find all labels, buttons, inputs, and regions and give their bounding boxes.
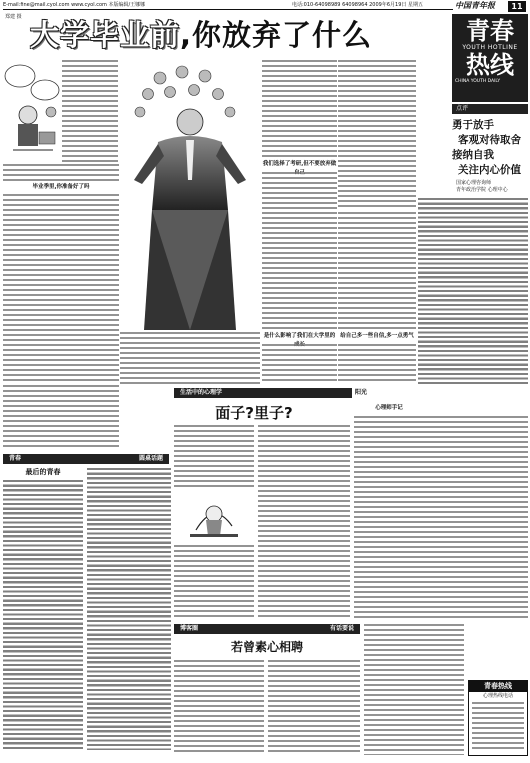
bottom-bar-label: 博客圈: [180, 625, 199, 632]
psych-col-label: 阳光: [355, 389, 368, 396]
page-number: 11: [508, 1, 526, 12]
bottom-text-a: [174, 660, 264, 755]
left-lower-bar-label: 青春: [9, 455, 22, 462]
youth-hotline-banner: [452, 14, 528, 102]
psych-title: 面子?里子?: [215, 404, 293, 422]
hotline-box-title: 青春热线: [469, 681, 527, 692]
sidebar-headline: 接纳自我: [452, 149, 494, 161]
header-left-info: E-mail:fine@mail.cyol.com www.cyol.com 本版编辑/王娜娜: [3, 2, 146, 8]
hotline-info-box: [468, 680, 528, 756]
comment-tag: 点评: [452, 104, 528, 114]
cartoon-illustration: [3, 60, 61, 160]
masthead-logo: 中国青年报: [455, 0, 495, 10]
intro-text-continued: [3, 164, 119, 182]
banner-title-en: YOUTH HOTLINE: [462, 44, 518, 51]
header-right-info: 电话:010-64098989 64098964 2009年6月19日 星期五: [292, 2, 423, 8]
banner-title-1: 青春: [466, 17, 514, 45]
left-lower-text-b: [87, 468, 171, 750]
left-lower-text-a: [3, 480, 83, 750]
left-body-text: [3, 194, 119, 384]
left-lower-bar: [3, 454, 169, 464]
header-rule: [3, 9, 453, 10]
subhead-4: 给自己多一些自信,多一点勇气: [340, 333, 414, 339]
headline-comma: ,: [180, 18, 193, 52]
bottom-text-b: [268, 660, 360, 755]
sidebar-body-text: [418, 198, 528, 384]
subhead-2: 我们选择了考研,但不要放弃做: [262, 161, 337, 167]
sidebar-headline: 客观对待取舍: [458, 134, 521, 146]
psych-text-b: [174, 545, 254, 620]
author-org: 青年政治学院 心理中心: [456, 187, 508, 193]
center-right-text: [262, 60, 337, 160]
banner-subtitle: CHINA YOUTH DAILY: [455, 79, 501, 84]
sidebar-headline: 勇于放手: [452, 119, 494, 131]
hotline-box-text: [472, 702, 524, 752]
left-lower-title: 最后的青春: [25, 468, 61, 476]
hotline-box-sub: 心理热线电话: [482, 693, 513, 699]
bottom-title: 若曾素心相聘: [230, 640, 303, 654]
right-body-text: [338, 60, 416, 210]
right-body-text-2: [338, 212, 416, 330]
psych-text-a: [174, 425, 254, 487]
psych-text-c: [258, 425, 350, 620]
right-body-text-3: [338, 344, 416, 384]
sidebar-headlines: [452, 118, 528, 178]
headline-part-a: 大学毕业前: [30, 18, 181, 52]
intro-text-block: [62, 60, 118, 163]
center-body-text: [120, 332, 260, 384]
sidebar-author: [456, 180, 508, 194]
bottom-section-bar: [174, 624, 360, 634]
psych-subhead: 心理师手记: [375, 405, 403, 411]
feature-headline: [30, 19, 372, 51]
reporter-credit: 郑建 摄: [5, 14, 22, 20]
left-lower-bar-right: 圆桌话题: [138, 455, 163, 462]
bottom-text-c: [364, 624, 464, 755]
sidebar-headline: 关注内心价值: [458, 164, 521, 176]
author-title: 国家心理咨询师: [456, 180, 492, 186]
psych-illustration: [176, 490, 252, 542]
psych-text-d: [354, 416, 528, 621]
left-body-text-2: [3, 385, 119, 450]
headline-part-b: 你放弃了什么: [192, 18, 373, 52]
psych-section-bar: 生活中的心理学: [174, 388, 352, 398]
center-body-text-2: [262, 344, 337, 384]
bottom-bar-right: 有话要说: [329, 625, 354, 632]
subhead-3: 是什么影响了我们在大学里的: [263, 333, 336, 339]
center-right-text-2: [262, 172, 337, 330]
banner-title-2: 热线: [466, 51, 514, 79]
feature-illustration: [120, 60, 260, 330]
subhead-1: 毕业季里,你准备好了吗: [32, 184, 90, 190]
